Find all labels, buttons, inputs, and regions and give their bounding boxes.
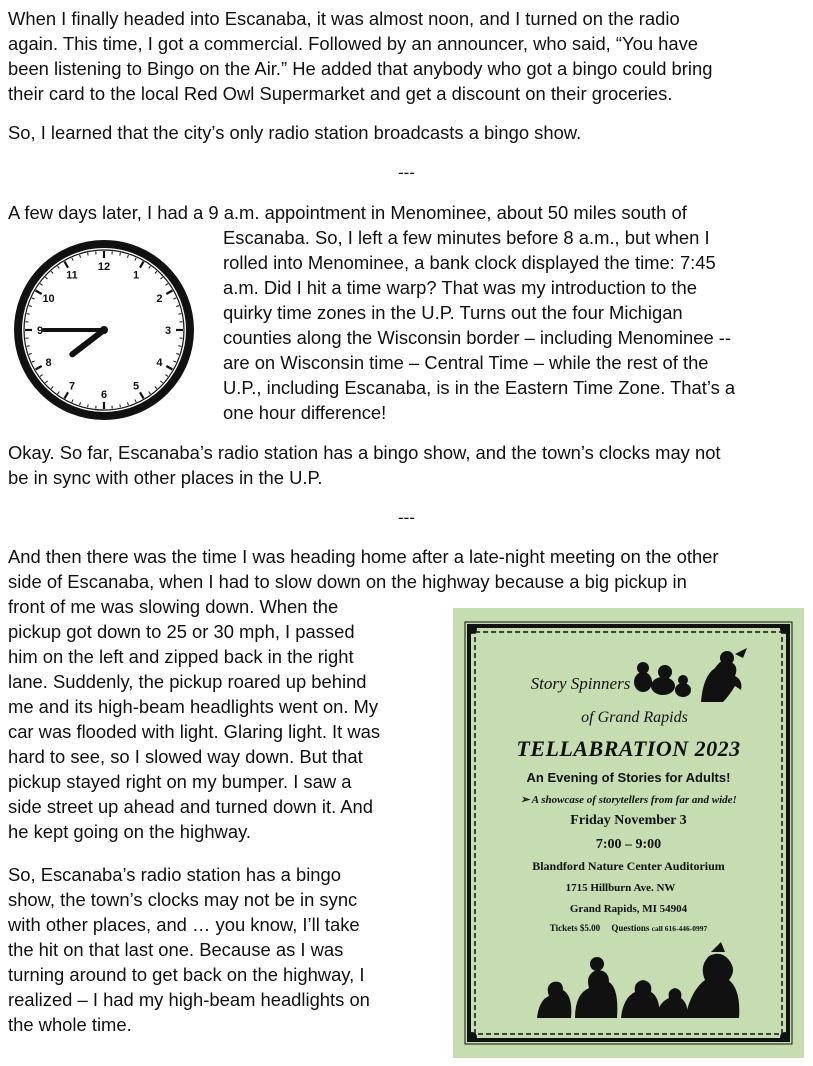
clock-tick: [27, 346, 30, 347]
text-line: me and its high-beam headlights went on. My: [8, 696, 379, 717]
event-poster: [453, 608, 804, 1058]
text-line: And then there was the time I was heading home after a late-night meeting on the other: [8, 546, 719, 567]
text-line: side of Escanaba, when I had to slow down on the highway because a big pickup in: [8, 571, 687, 592]
poster-address2: Grand Rapids, MI 54904: [569, 903, 688, 915]
text-line: side street up ahead and turned down it. And: [8, 796, 374, 817]
clock-number-7: 7: [68, 380, 76, 393]
poster-subtitle: An Evening of Stories for Adults!: [526, 770, 731, 785]
text-line: Escanaba. So, I left a few minutes before 8 a.m., but when I: [223, 227, 710, 248]
text-line: lane. Suddenly, the pickup roared up behind: [8, 671, 367, 692]
clock-number-9: 9: [36, 325, 44, 337]
text-line: front of me was slowing down. When the: [8, 596, 339, 617]
clock-illustration: [14, 240, 194, 420]
clock-center-pin: [100, 326, 108, 334]
poster-tagline: ➢ A showcase of storytellers from far and wide!: [520, 794, 737, 806]
text-line: are on Wisconsin time – Central Time – while the rest of the: [223, 352, 709, 373]
storyteller-silhouettes-bottom: [535, 938, 745, 1022]
text-line: their card to the local Red Owl Supermarket and get a discount on their groceries.: [8, 83, 673, 104]
text-line: hard to see, so I slowed way down. But that: [8, 746, 363, 767]
paragraph-appointment-body: [223, 225, 808, 425]
clock-tick: [27, 314, 30, 315]
text-line: pickup got down to 25 or 30 mph, I passed: [8, 621, 355, 642]
text-line: U.P., including Escanaba, is in the Eastern Time Zone. That’s a: [223, 377, 736, 398]
clock-number-2: 2: [156, 293, 163, 305]
text-line: one hour difference!: [223, 402, 387, 423]
paragraph-closing: [8, 862, 448, 1037]
poster-phone: call 616-446-0997: [651, 924, 708, 933]
poster-org-line2: of Grand Rapids: [581, 709, 688, 726]
text-line: with other places, and … you know, I’ll take: [8, 914, 360, 935]
poster-venue: Blandford Nature Center Auditorium: [532, 859, 725, 873]
clock-number-8: 8: [45, 357, 52, 369]
text-line: he kept going on the highway.: [8, 821, 252, 842]
clock-number-5: 5: [132, 380, 140, 393]
poster-org-line1: Story Spinners: [530, 674, 631, 693]
text-line: him on the left and zipped back in the right: [8, 646, 354, 667]
clock-tick: [120, 253, 121, 256]
clock-tick: [178, 314, 181, 315]
section-separator: ---: [398, 163, 415, 182]
text-line: So, I learned that the city’s only radio station broadcasts a bingo show.: [8, 122, 582, 143]
clock-number-4: 4: [156, 357, 163, 369]
text-line: car was flooded with light. Glaring light. It was: [8, 721, 381, 742]
text-line: been listening to Bingo on the Air.” He added that anybody who got a bingo could bring: [8, 58, 713, 79]
text-line: be in sync with other places in the U.P.: [8, 467, 323, 488]
paragraph-highway-intro: [8, 544, 808, 594]
clock-number-11: 11: [66, 269, 78, 282]
text-line: again. This time, I got a commercial. Followed by an announcer, who said, “You have: [8, 33, 699, 54]
clock-tick: [178, 346, 181, 347]
text-line: the hit on that last one. Because as I was: [8, 939, 344, 960]
clock-tick: [88, 253, 89, 256]
text-line: A few days later, I had a 9 a.m. appointment in Menominee, about 50 miles south of: [8, 202, 687, 223]
paragraph-highway-body: [8, 594, 448, 844]
text-line: a.m. Did I hit a time warp? That was my introduction to the: [223, 277, 697, 298]
text-line: the whole time.: [8, 1014, 132, 1035]
text-line: show, the town’s clocks may not be in sync: [8, 889, 358, 910]
section-separator: ---: [398, 508, 415, 527]
text-line: rolled into Menominee, a bank clock displayed the time: 7:45: [223, 252, 716, 273]
paragraph-sofar: [8, 440, 808, 490]
clock-tick: [120, 404, 121, 407]
text-line: realized – I had my high-beam headlights on: [8, 989, 370, 1010]
poster-address1: 1715 Hillburn Ave. NW: [565, 882, 676, 894]
poster-time: 7:00 – 9:00: [595, 837, 662, 852]
paragraph-radio-noon: [8, 6, 808, 106]
text-line: Okay. So far, Escanaba’s radio station has a bingo show, and the town’s clocks may not: [8, 442, 721, 463]
text-line: pickup stayed right on my bumper. I saw a: [8, 771, 352, 792]
paragraph-appointment-intro: [8, 200, 808, 225]
clock-number-3: 3: [164, 325, 172, 337]
poster-tickets-line: [453, 923, 804, 933]
text-line: When I finally headed into Escanaba, it was almost noon, and I turned on the radio: [8, 8, 680, 29]
clock-number-10: 10: [42, 293, 55, 305]
text-line: turning around to get back on the highway, I: [8, 964, 365, 985]
poster-tickets: Tickets $5.00: [549, 923, 601, 933]
poster-date: Friday November 3: [570, 813, 687, 828]
clock-number-6: 6: [100, 389, 108, 401]
clock-number-12: 12: [97, 261, 111, 273]
text-line: counties along the Wisconsin border – including Menominee --: [223, 327, 732, 348]
text-line: quirky time zones in the U.P. Turns out the four Michigan: [223, 302, 683, 323]
clock-tick: [88, 404, 89, 407]
poster-title: TELLABRATION 2023: [516, 736, 741, 761]
text-line: So, Escanaba’s radio station has a bingo: [8, 864, 341, 885]
poster-questions: Questions: [611, 923, 650, 933]
clock-number-1: 1: [132, 269, 140, 282]
paragraph-bingo-conclusion: [8, 120, 808, 145]
